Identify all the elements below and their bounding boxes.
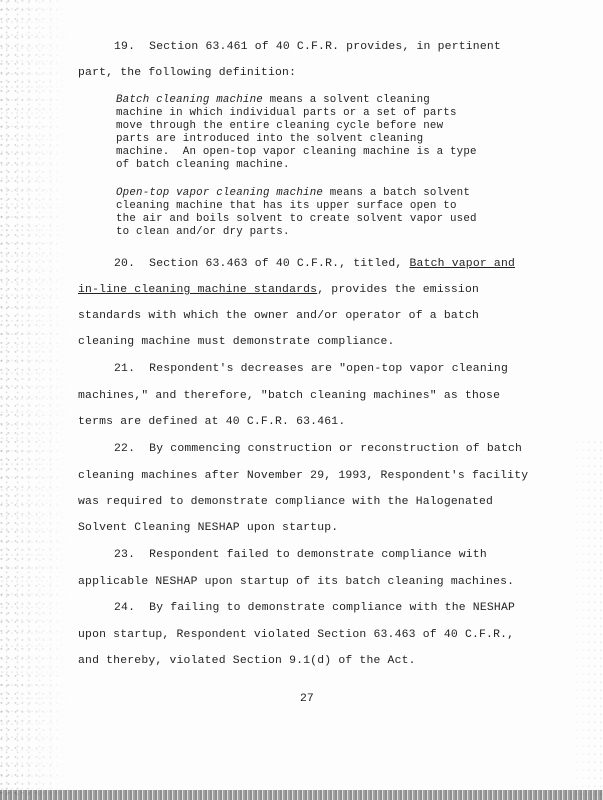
quote-1-line-1-rest: means a solvent cleaning	[262, 94, 430, 106]
para-20-line-3: standards with which the owner and/or operator of a batch	[78, 310, 480, 322]
quote-2-line-3: the air and boils solvent to create solvent vapor used	[116, 213, 477, 225]
quote-1-line-1	[116, 94, 430, 107]
para-21-line-3: terms are defined at 40 C.F.R. 63.461.	[78, 416, 346, 428]
page-number: 27	[300, 693, 314, 705]
quote-2-line-1	[116, 187, 470, 200]
para-22-line-3: was required to demonstrate compliance with the Halogenated	[78, 496, 494, 508]
quote-2-line-1-rest: means a batch solvent	[323, 187, 471, 199]
para-20-line-1	[114, 257, 515, 271]
quote-2-line-4: to clean and/or dry parts.	[116, 226, 290, 238]
para-23-line-1: 23. Respondent failed to demonstrate compliance with	[114, 549, 487, 561]
para-22-line-4: Solvent Cleaning NESHAP upon startup.	[78, 522, 339, 534]
quote-2-term: Open-top vapor cleaning machine	[116, 187, 324, 199]
quote-1-line-5: machine. An open-top vapor cleaning machine is a type	[116, 146, 477, 158]
para-22-line-1: 22. By commencing construction or reconstruction of batch	[114, 443, 523, 455]
para-24-line-2: upon startup, Respondent violated Section 63.463 of 40 C.F.R.,	[78, 629, 515, 641]
quote-1-term: Batch cleaning machine	[116, 94, 263, 106]
para-20-line-2-text: , provides the emission	[317, 284, 480, 296]
scan-noise-bottom	[0, 790, 603, 800]
quote-2-line-2: cleaning machine that has its upper surface open to	[116, 200, 457, 212]
quote-1-line-4: parts are introduced into the solvent cleaning	[116, 133, 424, 145]
quote-1-line-2: machine in which individual parts or a set of parts	[116, 107, 457, 119]
para-22-line-2: cleaning machines after November 29, 1993, Respondent's facility	[78, 470, 529, 482]
para-20-title-part-2: in-line cleaning machine standards	[78, 284, 318, 296]
quote-1-line-3: move through the entire cleaning cycle before new	[116, 120, 444, 132]
scan-noise-right	[563, 440, 603, 800]
para-19-line-1: 19. Section 63.461 of 40 C.F.R. provides, in pertinent	[114, 41, 501, 53]
para-20-line-1-text: 20. Section 63.463 of 40 C.F.R., titled,	[114, 258, 410, 270]
para-24-line-3: and thereby, violated Section 9.1(d) of the Act.	[78, 655, 416, 667]
para-21-line-1: 21. Respondent's decreases are "open-top vapor cleaning	[114, 363, 508, 375]
para-21-line-2: machines," and therefore, "batch cleaning machines" as those	[78, 390, 501, 402]
para-24-line-1: 24. By failing to demonstrate compliance with the NESHAP	[114, 602, 516, 614]
para-20-line-4: cleaning machine must demonstrate compliance.	[78, 336, 395, 348]
para-20-title-part-1: Batch vapor and	[409, 258, 516, 270]
quote-1-line-6: of batch cleaning machine.	[116, 159, 290, 171]
para-19-line-2: part, the following definition:	[78, 67, 297, 79]
para-23-line-2: applicable NESHAP upon startup of its batch cleaning machines.	[78, 576, 515, 588]
scan-noise-left	[0, 0, 70, 800]
para-20-line-2	[78, 283, 479, 297]
